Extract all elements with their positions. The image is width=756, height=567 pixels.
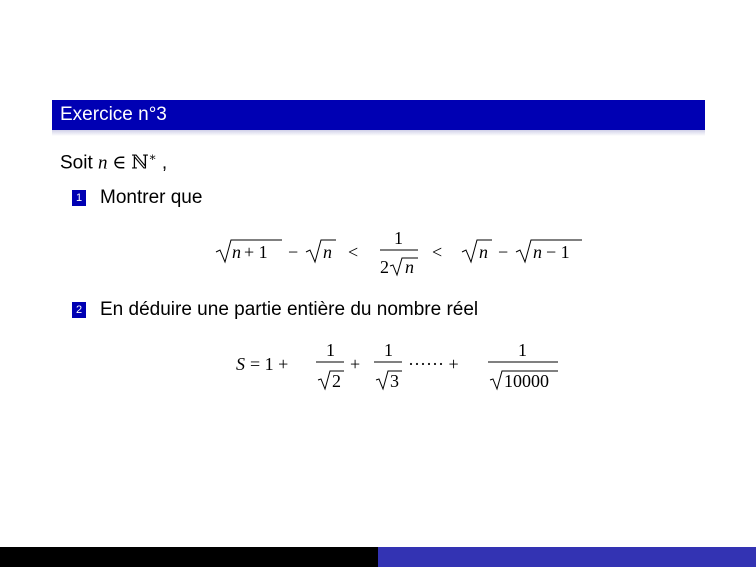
svg-text:2: 2 bbox=[332, 371, 341, 391]
svg-text:= 1 +: = 1 + bbox=[250, 354, 289, 374]
svg-text:S: S bbox=[236, 354, 245, 374]
svg-text:n: n bbox=[323, 242, 332, 262]
intro-text: Soit bbox=[60, 152, 99, 174]
svg-text:n: n bbox=[405, 257, 414, 277]
svg-text:2: 2 bbox=[380, 257, 389, 277]
svg-text:1: 1 bbox=[518, 340, 527, 360]
footer-bar-right bbox=[378, 547, 756, 567]
svg-text:<: < bbox=[432, 242, 443, 262]
intro-math: n bbox=[98, 152, 108, 174]
item-text-2: En déduire une partie entière du nombre réel bbox=[100, 299, 479, 320]
list-item-2 bbox=[72, 299, 478, 321]
svg-text:+ 1: + 1 bbox=[244, 242, 268, 262]
list-item-1 bbox=[72, 187, 202, 209]
svg-text:n: n bbox=[232, 242, 241, 262]
formula-inequality bbox=[210, 228, 590, 284]
svg-text:−: − bbox=[288, 242, 299, 262]
item-number-1: 1 bbox=[72, 190, 86, 206]
item-text-1: Montrer que bbox=[100, 187, 203, 208]
svg-text:······ +: ······ + bbox=[408, 354, 459, 374]
item-number-2: 2 bbox=[72, 302, 86, 318]
svg-text:3: 3 bbox=[390, 371, 399, 391]
title-shadow bbox=[52, 130, 705, 136]
svg-text:− 1: − 1 bbox=[546, 242, 570, 262]
svg-text:n: n bbox=[533, 242, 542, 262]
formula-sum bbox=[230, 337, 570, 397]
svg-text:n: n bbox=[479, 242, 488, 262]
footer-bar-left bbox=[0, 547, 378, 567]
svg-text:1: 1 bbox=[384, 340, 393, 360]
svg-text:+: + bbox=[350, 354, 361, 374]
svg-text:10000: 10000 bbox=[504, 371, 549, 391]
svg-text:1: 1 bbox=[394, 228, 403, 248]
slide-title: Exercice n°3 bbox=[52, 100, 705, 130]
intro-line: Soit n ∈ ℕ∗ , bbox=[60, 150, 168, 174]
svg-text:1: 1 bbox=[326, 340, 335, 360]
svg-text:−: − bbox=[498, 242, 509, 262]
svg-text:<: < bbox=[348, 242, 359, 262]
